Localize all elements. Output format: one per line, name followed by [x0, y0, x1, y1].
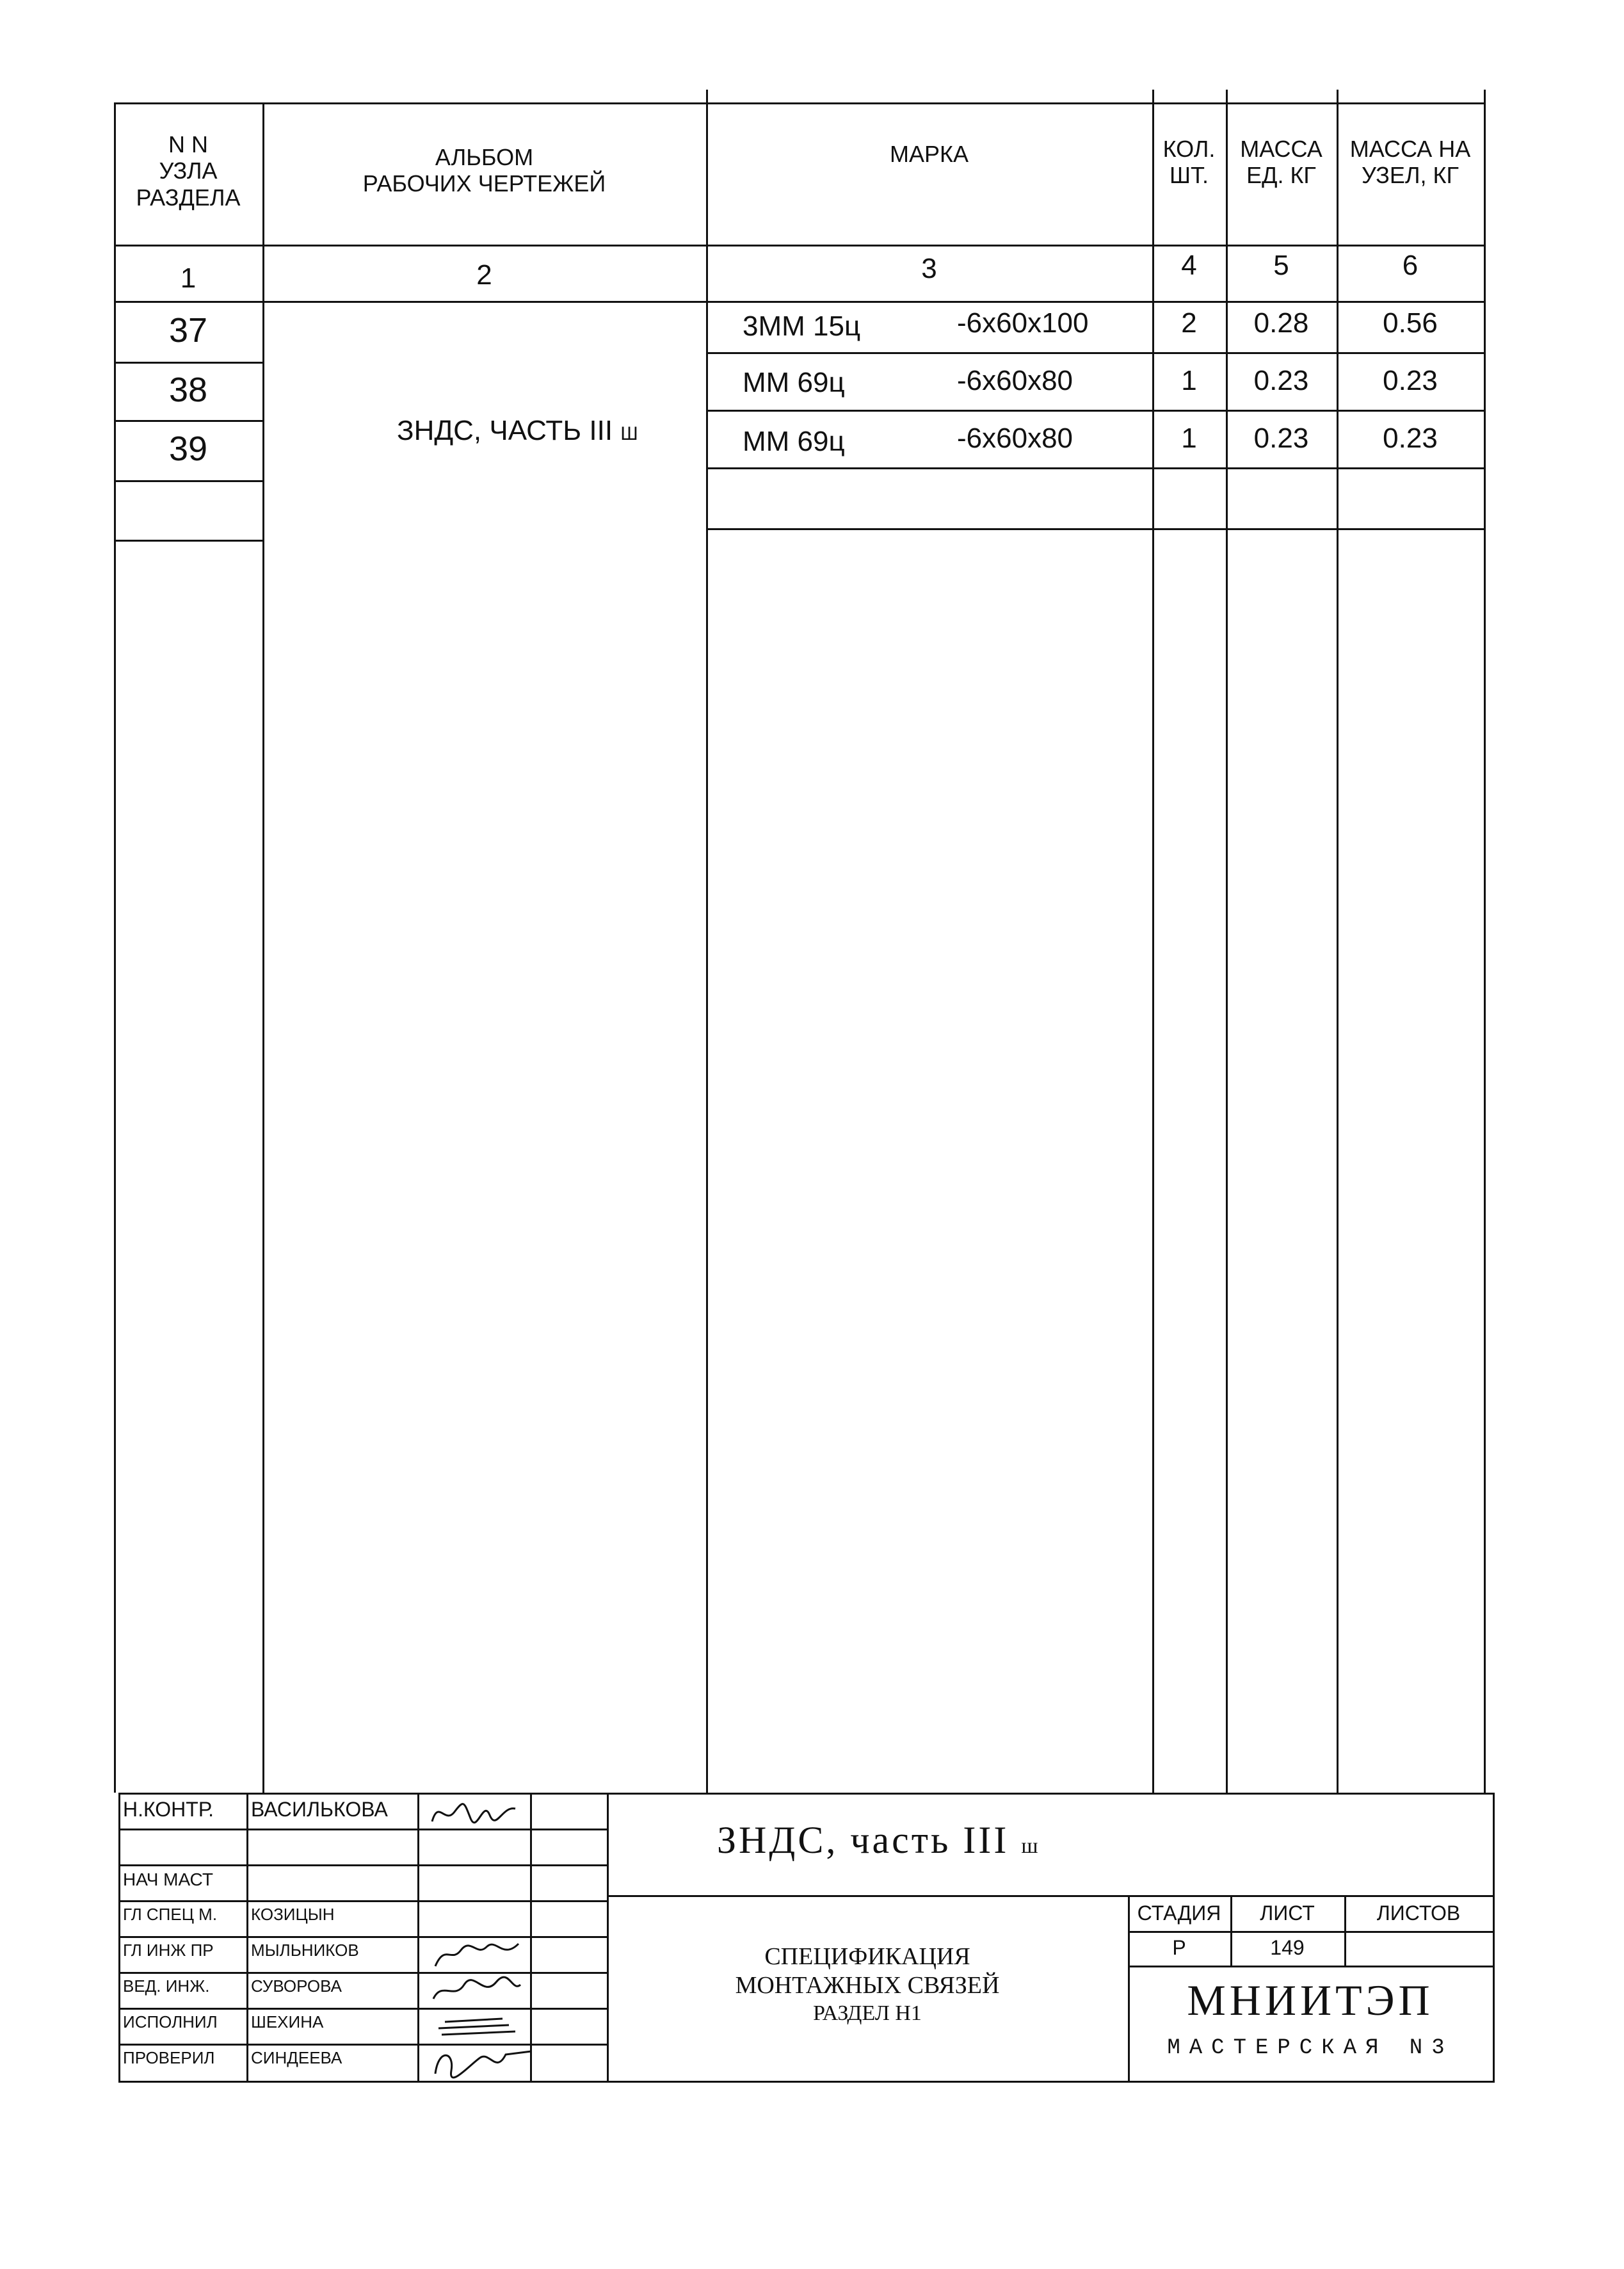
- node-mass-cell: 0.23: [1383, 365, 1438, 396]
- stamp-row: [118, 1864, 607, 1866]
- col-border: [1484, 90, 1486, 1793]
- number-row-border: [114, 301, 1484, 303]
- stamp-row: [118, 1936, 607, 1938]
- table-top-border: [114, 102, 1484, 104]
- project-title: ЗНДС, часть III ш: [717, 1819, 1041, 1861]
- column-number: 4: [1181, 250, 1197, 281]
- stamp-name: ШЕХИНА: [251, 2012, 324, 2031]
- unit-mass-cell: 0.23: [1253, 423, 1309, 454]
- organization-name: МНИИТЭП: [1187, 1976, 1434, 2024]
- stamp-row: [118, 1900, 607, 1902]
- node-number: 38: [168, 371, 208, 409]
- header-mark: МАРКА: [890, 141, 969, 167]
- col-border: [1152, 90, 1154, 1793]
- stage-value: Р: [1172, 1936, 1186, 1959]
- stage-label: СТАДИЯ: [1137, 1902, 1221, 1925]
- row-line: [114, 480, 262, 482]
- sheet-label: ЛИСТ: [1260, 1902, 1315, 1925]
- stamp-name: ВАСИЛЬКОВА: [251, 1798, 388, 1821]
- column-number: 5: [1273, 250, 1289, 281]
- unit-mass-cell: 0.28: [1253, 307, 1309, 339]
- col-border: [1337, 90, 1339, 1793]
- stamp-role: Н.КОНТР.: [123, 1798, 214, 1821]
- col-border: [1226, 90, 1228, 1793]
- stamp-role: ГЛ ИНЖ ПР: [123, 1941, 214, 1960]
- row-line: [706, 410, 1484, 412]
- document-title-line2: МОНТАЖНЫХ СВЯЗЕЙ: [735, 1972, 1000, 1999]
- node-number: 37: [168, 311, 208, 350]
- header-node-mass: МАССА НА УЗЕЛ, КГ: [1349, 136, 1471, 189]
- stamp-row: [118, 1829, 607, 1830]
- workshop-name: МАСТЕРСКАЯ N3: [1167, 2036, 1454, 2060]
- mark-cell: ММ 69ц: [743, 426, 845, 457]
- mark-cell: 3ММ 15ц: [743, 311, 861, 342]
- node-mass-cell: 0.23: [1383, 423, 1438, 454]
- size-cell: -6x60x100: [957, 307, 1089, 339]
- header-bottom-border: [114, 245, 1484, 246]
- node-number: 39: [168, 430, 208, 468]
- stamp-role: ИСПОЛНИЛ: [123, 2012, 218, 2031]
- header-quantity: КОЛ. ШТ.: [1162, 136, 1216, 189]
- stamp-bottom-border: [118, 2081, 1495, 2083]
- stamp-title-divider: [607, 1895, 1493, 1897]
- stamp-row: [1128, 1931, 1493, 1933]
- size-cell: -6x60x80: [957, 365, 1073, 396]
- stamp-role: НАЧ МАСТ: [123, 1869, 213, 1889]
- stamp-role: ПРОВЕРИЛ: [123, 2048, 215, 2067]
- stamp-role: ГЛ СПЕЦ М.: [123, 1905, 218, 1924]
- sheet-number: 149: [1270, 1936, 1305, 1959]
- signature-image: [426, 2009, 525, 2042]
- stamp-col: [607, 1793, 609, 2083]
- column-number: 3: [921, 253, 937, 284]
- col-border: [262, 102, 264, 1793]
- row-line: [706, 528, 1484, 530]
- row-line: [114, 420, 262, 422]
- col-border: [706, 90, 708, 1793]
- signature-image: [426, 1937, 525, 1971]
- document-title-line3: РАЗДЕЛ Н1: [813, 2001, 922, 2025]
- signature-image: [426, 1796, 525, 1828]
- unit-mass-cell: 0.23: [1253, 365, 1309, 396]
- qty-cell: 1: [1181, 423, 1197, 454]
- mark-cell: ММ 69ц: [743, 367, 845, 398]
- document-title-line1: СПЕЦИФИКАЦИЯ: [764, 1943, 970, 1970]
- column-number: 2: [476, 259, 492, 291]
- column-number: 6: [1402, 250, 1419, 281]
- node-mass-cell: 0.56: [1383, 307, 1438, 339]
- stamp-top-border: [118, 1793, 1495, 1795]
- header-album: АЛЬБОМ РАБОЧИХ ЧЕРТЕЖЕЙ: [362, 144, 606, 197]
- size-cell: -6x60x80: [957, 423, 1073, 454]
- col-border: [114, 102, 116, 1793]
- row-line: [706, 467, 1484, 469]
- column-number: 1: [180, 262, 197, 294]
- header-node-number: N N УЗЛА РАЗДЕЛА: [136, 131, 241, 211]
- stamp-row: [118, 2008, 607, 2010]
- stamp-name: КОЗИЦЫН: [251, 1905, 335, 1924]
- signature-image: [426, 1973, 525, 2007]
- qty-cell: 2: [1181, 307, 1197, 339]
- sheets-label: ЛИСТОВ: [1376, 1902, 1461, 1925]
- signature-image: [426, 2045, 538, 2079]
- album-reference: ЗНДС, ЧАСТЬ III Ш: [397, 415, 638, 446]
- row-line: [114, 540, 262, 542]
- stamp-name: СИНДЕЕВА: [251, 2048, 342, 2067]
- stamp-row: [118, 1972, 607, 1974]
- header-unit-mass: МАССА ЕД. КГ: [1240, 136, 1323, 189]
- row-line: [114, 362, 262, 364]
- row-line: [706, 352, 1484, 354]
- stamp-name: МЫЛЬНИКОВ: [251, 1941, 359, 1960]
- stamp-row: [1128, 1966, 1493, 1967]
- stamp-role: ВЕД. ИНЖ.: [123, 1976, 210, 1996]
- qty-cell: 1: [1181, 365, 1197, 396]
- stamp-name: СУВОРОВА: [251, 1976, 342, 1996]
- stamp-right-border: [1493, 1793, 1495, 2083]
